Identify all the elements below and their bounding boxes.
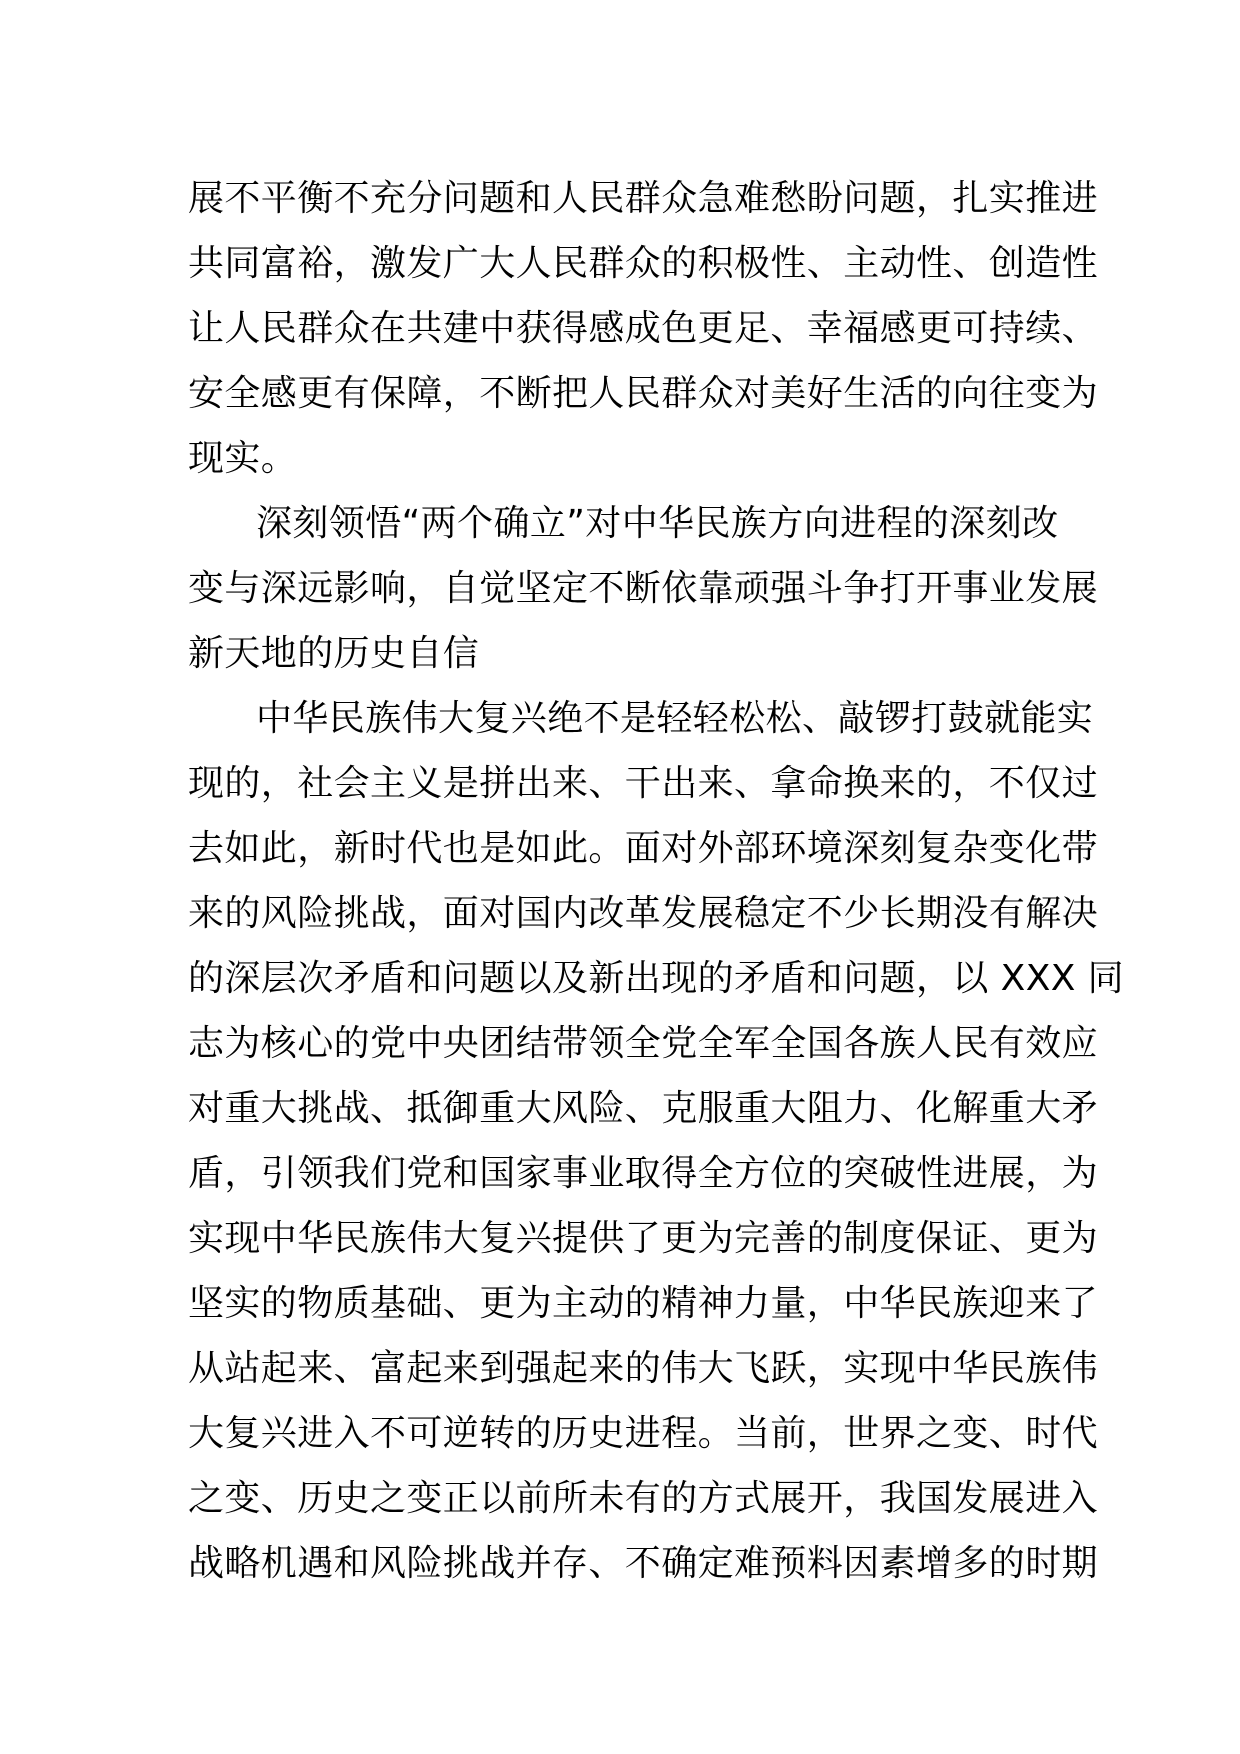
text-line: 中华民族伟大复兴绝不是轻轻松松、敲锣打鼓就能实	[256, 698, 1094, 739]
text-line: 坚实的物质基础、更为主动的精神力量，中华民族迎来了	[188, 1283, 1099, 1324]
paragraph	[188, 686, 1125, 1596]
text-line: 实现中华民族伟大复兴提供了更为完善的制度保证、更为	[188, 1218, 1099, 1259]
paragraph-continued	[188, 166, 1099, 491]
document-body	[188, 166, 1125, 1596]
text-line: 志为核心的党中央团结带领全党全军全国各族人民有效应	[188, 1023, 1099, 1064]
text-line: 对重大挑战、抵御重大风险、克服重大阻力、化解重大矛	[188, 1088, 1099, 1129]
text-line: 从站起来、富起来到强起来的伟大飞跃，实现中华民族伟	[188, 1348, 1099, 1389]
text-line: 的深层次矛盾和问题以及新出现的矛盾和问题，以 XXX 同	[188, 958, 1125, 999]
text-line: 现的，社会主义是拼出来、干出来、拿命换来的，不仅过	[188, 763, 1099, 804]
heading-line: 新天地的历史自信	[188, 633, 480, 674]
heading-line: 变与深远影响，自觉坚定不断依靠顽强斗争打开事业发展	[188, 568, 1099, 609]
text-line: 盾，引领我们党和国家事业取得全方位的突破性进展，为	[188, 1153, 1099, 1194]
text-line: 战略机遇和风险挑战并存、不确定难预料因素增多的时期	[188, 1543, 1099, 1584]
text-line: 安全感更有保障，不断把人民群众对美好生活的向往变为	[188, 373, 1099, 414]
text-line: 让人民群众在共建中获得感成色更足、幸福感更可持续、	[188, 308, 1099, 349]
text-line: 大复兴进入不可逆转的历史进程。当前，世界之变、时代	[188, 1413, 1099, 1454]
text-line: 展不平衡不充分问题和人民群众急难愁盼问题，扎实推进	[188, 178, 1099, 219]
text-line: 现实。	[188, 438, 298, 479]
text-line: 去如此，新时代也是如此。面对外部环境深刻复杂变化带	[188, 828, 1099, 869]
heading-line: 深刻领悟“两个确立”对中华民族方向进程的深刻改	[256, 503, 1059, 544]
section-heading	[188, 491, 1099, 686]
text-line: 共同富裕，激发广大人民群众的积极性、主动性、创造性	[188, 243, 1099, 284]
text-line: 之变、历史之变正以前所未有的方式展开，我国发展进入	[188, 1478, 1099, 1519]
text-line: 来的风险挑战，面对国内改革发展稳定不少长期没有解决	[188, 893, 1099, 934]
